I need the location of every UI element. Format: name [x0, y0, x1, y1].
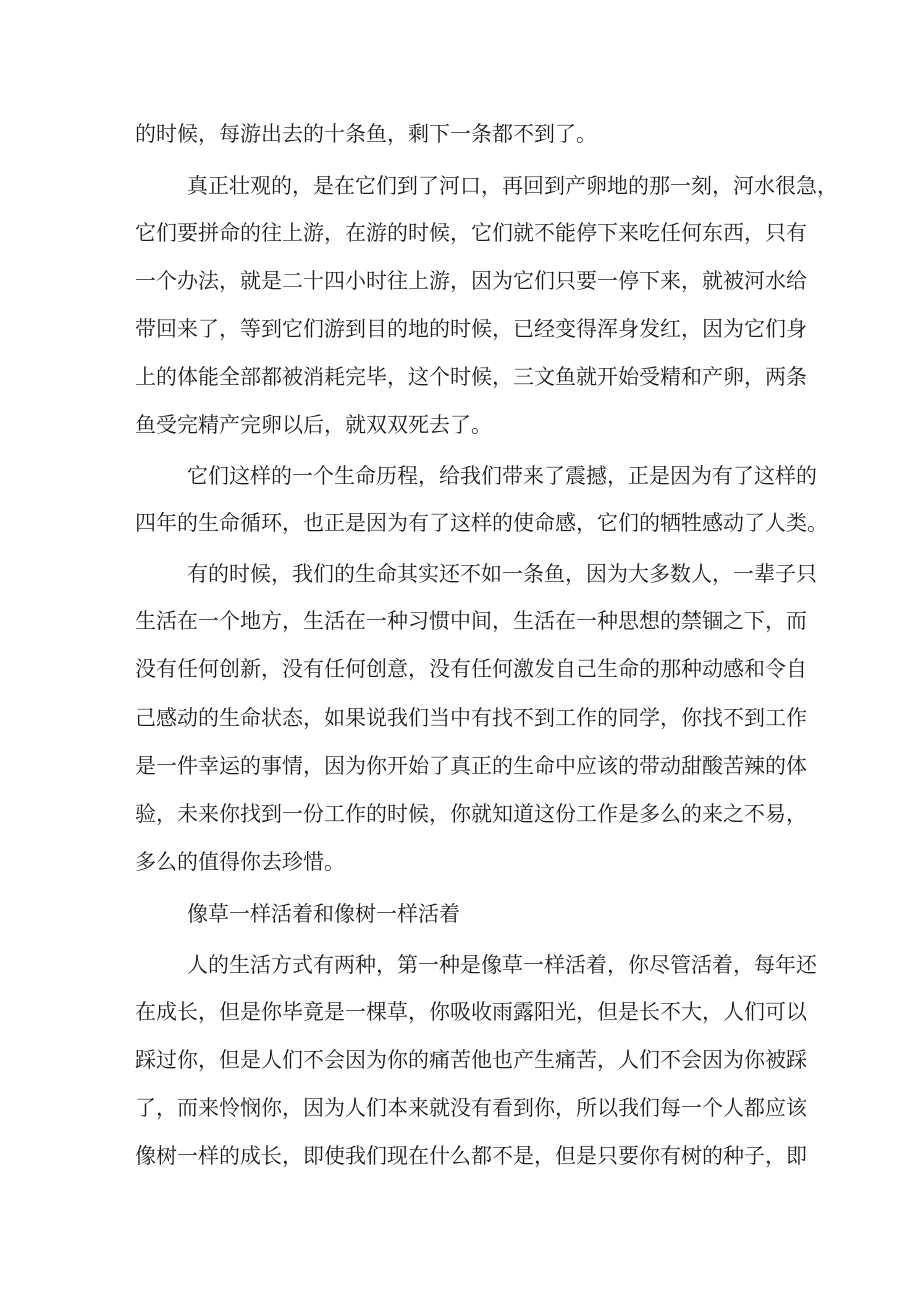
text-line: 像树一样的成长，即使我们现在什么都不是，但是只要你有树的种子，即 — [135, 1144, 807, 1168]
text-line: 它们这样的一个生命历程，给我们带来了震撼，正是因为有了这样的 — [187, 464, 817, 488]
text-line: 上的体能全部都被消耗完毕，这个时候，三文鱼就开始受精和产卵，两条 — [135, 365, 807, 389]
text-line: 己感动的生命状态，如果说我们当中有找不到工作的同学，你找不到工作 — [135, 706, 807, 730]
text-line: 一个办法，就是二十四小时往上游，因为它们只要一停下来，就被河水给 — [135, 269, 807, 293]
text-line: 人的生活方式有两种，第一种是像草一样活着，你尽管活着，每年还 — [187, 953, 817, 977]
text-line: 四年的生命循环，也正是因为有了这样的使命感，它们的牺牲感动了人类。 — [135, 511, 828, 535]
text-line: 的时候，每游出去的十条鱼，剩下一条都不到了。 — [135, 122, 597, 146]
text-line: 鱼受完精产完卵以后，就双双死去了。 — [135, 413, 492, 437]
text-line: 真正壮观的，是在它们到了河口，再回到产卵地的那一刻，河水很急， — [187, 174, 838, 198]
text-line: 有的时候，我们的生命其实还不如一条鱼，因为大多数人，一辈子只 — [187, 562, 817, 586]
text-line: 是一件幸运的事情，因为你开始了真正的生命中应该的带动甜酸苦辣的体 — [135, 754, 807, 778]
text-line: 它们要拼命的往上游，在游的时候，它们就不能停下来吃任何东西，只有 — [135, 221, 807, 245]
text-line: 了，而来怜悯你，因为人们本来就没有看到你，所以我们每一个人都应该 — [135, 1096, 807, 1120]
text-line: 没有任何创新，没有任何创意，没有任何激发自己生命的那种动感和令自 — [135, 657, 807, 681]
text-line: 在成长，但是你毕竟是一棵草，你吸收雨露阳光，但是长不大，人们可以 — [135, 1000, 807, 1024]
text-line: 生活在一个地方，生活在一种习惯中间，生活在一种思想的禁锢之下，而 — [135, 609, 807, 633]
text-line: 带回来了，等到它们游到目的地的时候，已经变得浑身发红，因为它们身 — [135, 317, 807, 341]
text-line: 验，未来你找到一份工作的时候，你就知道这份工作是多么的来之不易， — [135, 802, 807, 826]
text-line: 踩过你，但是人们不会因为你的痛苦他也产生痛苦，人们不会因为你被踩 — [135, 1048, 807, 1072]
text-line: 多么的值得你去珍惜。 — [135, 850, 345, 874]
section-heading: 像草一样活着和像树一样活着 — [187, 902, 460, 926]
